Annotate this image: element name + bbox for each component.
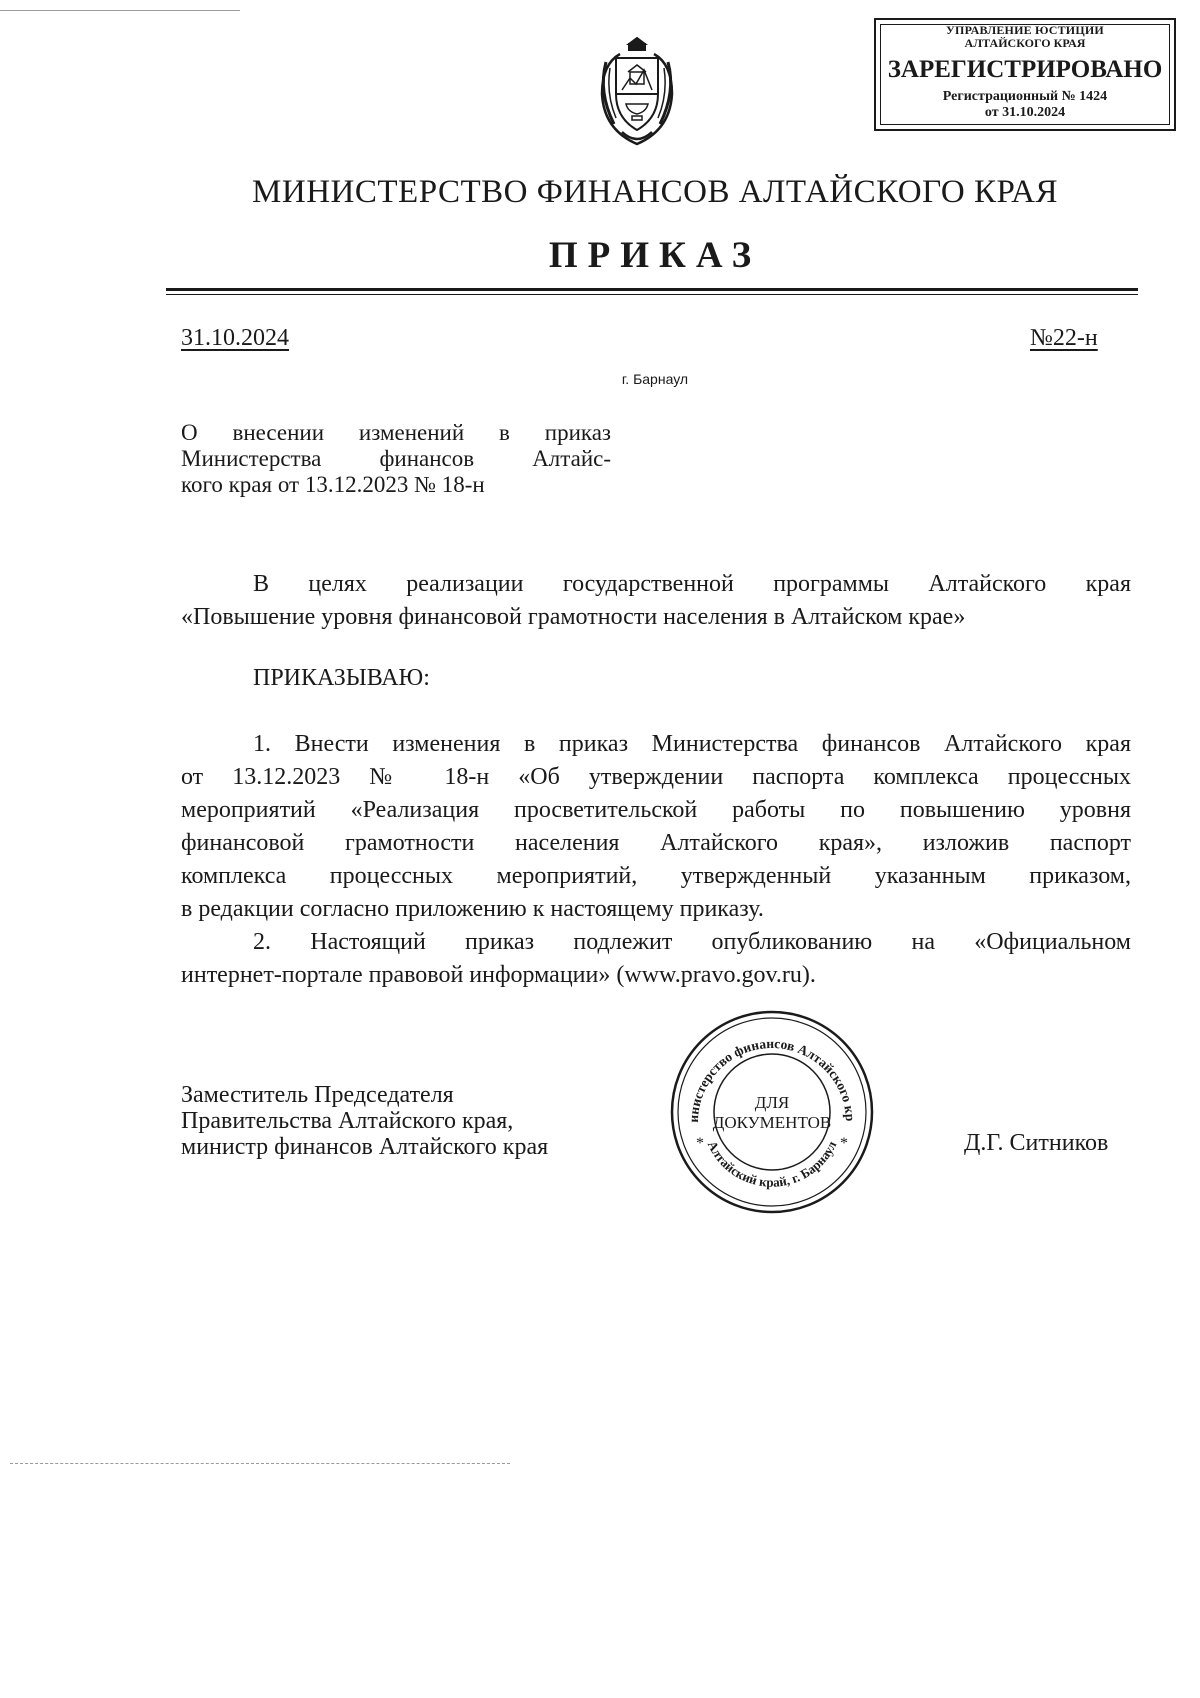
order-subject: [181, 420, 611, 498]
seal-star-icon: *: [696, 1135, 704, 1152]
header-divider: [166, 288, 1138, 291]
order-item-2: [181, 926, 1131, 992]
signatory-name: Д.Г. Ситников: [964, 1130, 1109, 1156]
scan-artifact-line: [0, 10, 240, 11]
item1-line: комплекса процессных мероприятий, утвержденный указанным приказом,: [181, 863, 1131, 889]
signatory-position-line: министр финансов Алтайского края: [181, 1134, 549, 1160]
subject-line: кого края от 13.12.2023 № 18-н: [181, 472, 485, 497]
order-directive-word: ПРИКАЗЫВАЮ:: [253, 665, 430, 691]
seal-center-line2: ДОКУМЕНТОВ: [712, 1113, 832, 1132]
ministry-name: МИНИСТЕРСТВО ФИНАНСОВ АЛТАЙСКОГО КРАЯ: [252, 174, 1058, 210]
signatory-position: [181, 1082, 548, 1160]
seal-ring-text: инистерство финансов Алтайского кр: [685, 1035, 859, 1123]
order-date: 31.10.2024: [181, 325, 289, 351]
seal-star-icon: *: [840, 1135, 848, 1152]
registration-stamp-date: от 31.10.2024: [984, 105, 1066, 120]
subject-line: Министерства финансов Алтайс-: [181, 446, 611, 471]
coat-of-arms-icon: [592, 32, 682, 150]
document-type-title: ПРИКАЗ: [548, 235, 762, 276]
item2-line: интернет-портале правовой информации» (www.pravo.gov.ru).: [181, 962, 816, 988]
item1-line: от 13.12.2023 № 18-н «Об утверждении паспорта комплекса процессных: [181, 764, 1131, 790]
item2-line: 2. Настоящий приказ подлежит опубликованию на «Официальном: [253, 929, 1131, 955]
signatory-position-line: Правительства Алтайского края,: [181, 1108, 514, 1134]
official-seal: [662, 1002, 882, 1222]
item1-line: финансовой грамотности населения Алтайского края», изложив паспорт: [181, 830, 1131, 856]
item1-line: в редакции согласно приложению к настоящему приказу.: [181, 896, 764, 922]
signatory-position-line: Заместитель Председателя: [181, 1082, 454, 1108]
header-divider-thin: [166, 294, 1138, 295]
item1-line: 1. Внести изменения в приказ Министерства финансов Алтайского края: [253, 731, 1131, 757]
preamble-line: «Повышение уровня финансовой грамотности населения в Алтайском крае»: [181, 604, 966, 630]
registration-stamp: [874, 18, 1176, 131]
registration-stamp-number: Регистрационный № 1424: [942, 89, 1108, 104]
scan-artifact-line: [10, 1463, 510, 1464]
subject-line: О внесении изменений в приказ: [181, 420, 611, 445]
registration-stamp-authority: УПРАВЛЕНИЕ ЮСТИЦИИ: [946, 23, 1104, 37]
order-city: г. Барнаул: [621, 371, 689, 387]
preamble-paragraph: [181, 568, 1131, 634]
seal-center-line1: ДЛЯ: [754, 1093, 790, 1112]
seal-bottom-text: Алтайский край, г. Барнаул: [704, 1138, 840, 1190]
item1-line: мероприятий «Реализация просветительской работы по повышению уровня: [181, 797, 1131, 823]
order-number: №22-н: [1030, 325, 1098, 351]
registration-stamp-region: АЛТАЙСКОГО КРАЯ: [964, 36, 1086, 50]
order-item-1: [181, 728, 1131, 926]
registration-stamp-status: ЗАРЕГИСТРИРОВАНО: [887, 56, 1163, 83]
preamble-line: В целях реализации государственной программы Алтайского края: [253, 571, 1131, 597]
order-directive: [181, 662, 1131, 695]
